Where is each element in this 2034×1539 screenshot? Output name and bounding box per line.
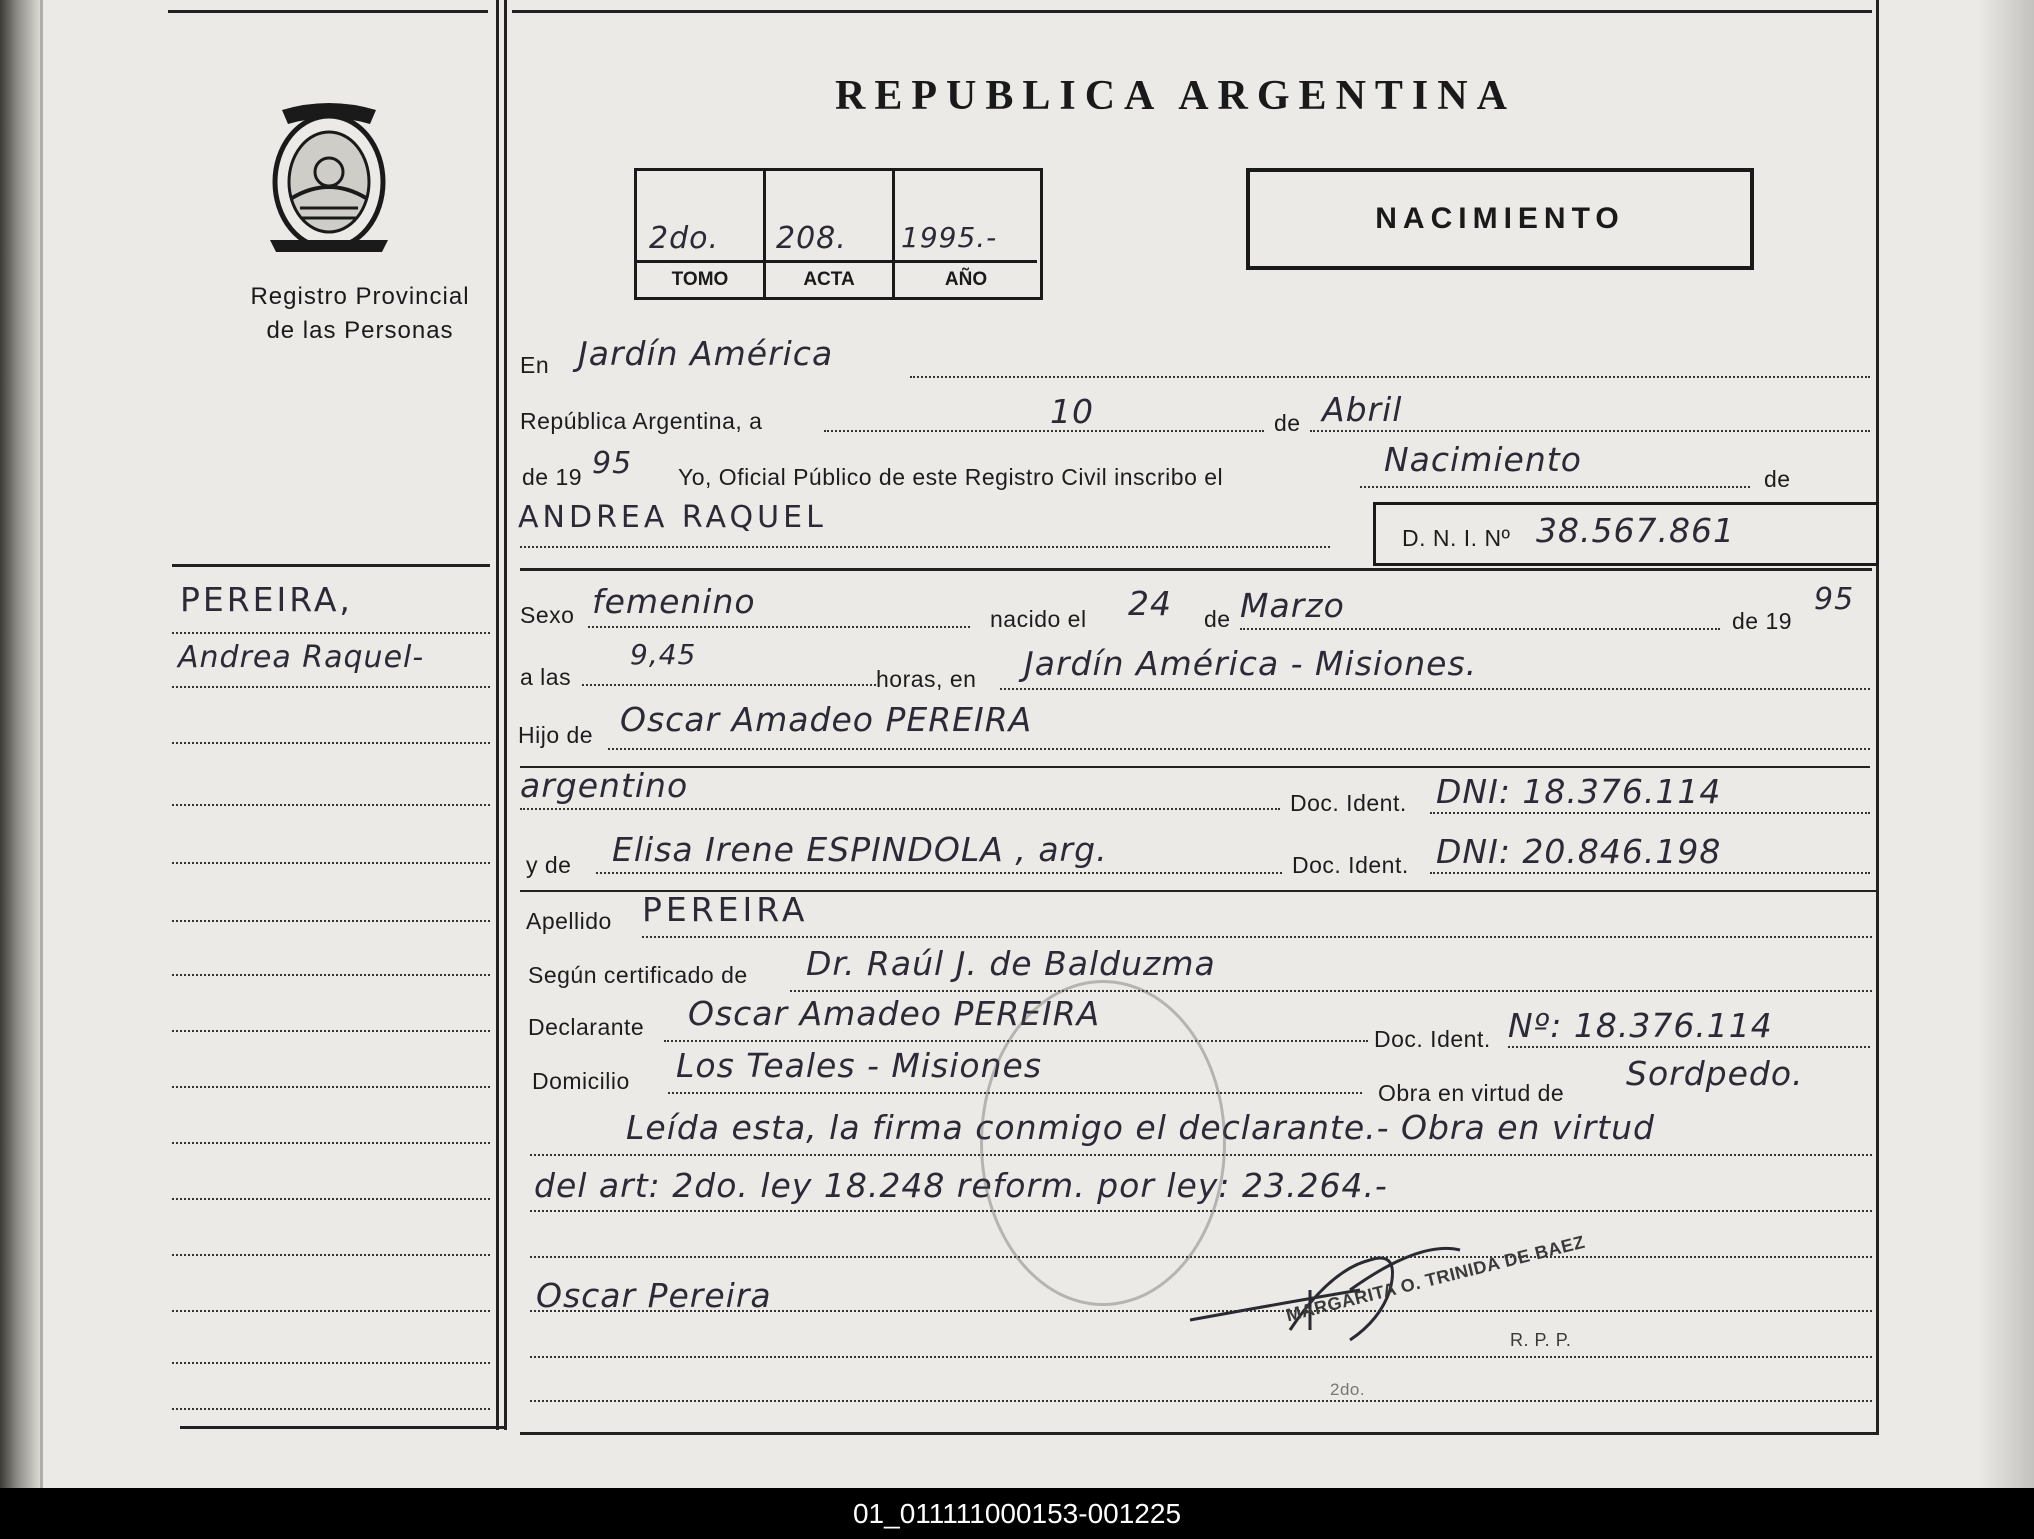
en-label: En bbox=[520, 352, 550, 378]
alas-label: a las bbox=[520, 664, 572, 690]
margin-dotted-line-11 bbox=[172, 1198, 490, 1200]
padre-docident-label: Doc. Ident. bbox=[1290, 790, 1407, 816]
hora-dotted-line bbox=[582, 684, 876, 686]
provincial-seal-icon bbox=[262, 102, 396, 254]
inscribo-label: Yo, Oficial Público de este Registro Civil inscribo el bbox=[678, 464, 1224, 490]
declarante-label: Declarante bbox=[528, 1014, 645, 1040]
declarante-doc-value: Nº: 18.376.114 bbox=[1508, 1006, 1773, 1045]
day-value: 10 bbox=[1050, 392, 1094, 431]
country-title: REPUBLICA ARGENTINA bbox=[835, 73, 1516, 119]
name-value: ANDREA RAQUEL bbox=[518, 500, 827, 535]
horas-en-label: horas, en bbox=[876, 666, 977, 692]
margin-dotted-line-4 bbox=[172, 804, 490, 806]
tomo-value: 2do. bbox=[649, 221, 720, 256]
hora-value: 9,45 bbox=[630, 638, 697, 671]
birth-month-dotted-line bbox=[1240, 628, 1720, 630]
en-dotted-line bbox=[910, 376, 1870, 378]
margin-given-name: Andrea Raquel- bbox=[178, 640, 425, 675]
anio-label: AÑO bbox=[895, 260, 1037, 297]
padre-value: Oscar Amadeo PEREIRA bbox=[620, 700, 1033, 739]
inscribo-value: Nacimiento bbox=[1384, 440, 1582, 479]
month-dotted-line bbox=[1310, 430, 1870, 432]
left-top-rule bbox=[168, 10, 488, 13]
registry-name bbox=[200, 280, 520, 348]
birth-day-value: 24 bbox=[1128, 584, 1172, 623]
official-stamp-rpp: R. P. P. bbox=[1510, 1330, 1572, 1350]
obra-label: Obra en virtud de bbox=[1378, 1080, 1565, 1106]
domicilio-value: Los Teales - Misiones bbox=[676, 1046, 1043, 1085]
padre-doc-value: DNI: 18.376.114 bbox=[1436, 772, 1722, 811]
margin-dotted-line-2 bbox=[172, 686, 490, 688]
madre-dotted-line bbox=[596, 872, 1282, 874]
apellido-label: Apellido bbox=[526, 908, 612, 934]
margin-dotted-line-13 bbox=[172, 1310, 490, 1312]
sexo-value: femenino bbox=[592, 582, 756, 621]
margin-dotted-line-14 bbox=[172, 1362, 490, 1364]
record-number-table bbox=[634, 168, 1043, 300]
certificado-value: Dr. Raúl J. de Balduzma bbox=[806, 944, 1216, 983]
left-margin-rule bbox=[172, 564, 490, 567]
page-edge-shadow bbox=[1977, 0, 2034, 1488]
margin-dotted-line-3 bbox=[172, 742, 490, 744]
certificado-dotted-line bbox=[790, 990, 1872, 992]
de19-label: de 19 bbox=[522, 464, 583, 490]
margin-dotted-line-15 bbox=[172, 1408, 490, 1410]
extra-line-2: del art: 2do. ley 18.248 reform. por ley: 23.264.- bbox=[534, 1166, 1388, 1205]
acta-cell bbox=[766, 171, 895, 297]
tomo-label: TOMO bbox=[637, 260, 763, 297]
extra-line-1: Leída esta, la firma conmigo el declarante.- Obra en virtud bbox=[626, 1108, 1655, 1147]
obra-value: Sordpedo. bbox=[1626, 1054, 1804, 1093]
margin-dotted-line-5 bbox=[172, 862, 490, 864]
birth-month-value: Marzo bbox=[1240, 586, 1345, 625]
anio-value: 1995.- bbox=[901, 221, 998, 254]
padre-dotted-line bbox=[608, 748, 1870, 750]
tomo-cell bbox=[637, 171, 766, 297]
right-bottom-rule bbox=[520, 1432, 1878, 1435]
certificado-label: Según certificado de bbox=[528, 962, 748, 988]
de19b-label: de 19 bbox=[1732, 608, 1793, 634]
acta-value: 208. bbox=[776, 221, 847, 256]
margin-dotted-line-7 bbox=[172, 974, 490, 976]
column-divider-outer bbox=[496, 0, 499, 1430]
lugar-dotted-line bbox=[1000, 688, 1870, 690]
sexo-dotted-line bbox=[588, 626, 970, 628]
madre-doc-dotted-line bbox=[1430, 872, 1870, 874]
margin-dotted-line-10 bbox=[172, 1142, 490, 1144]
republica-label: República Argentina, a bbox=[520, 408, 763, 434]
birth-year-value: 95 bbox=[1814, 582, 1855, 617]
declarante-docident-label: Doc. Ident. bbox=[1374, 1026, 1491, 1052]
right-top-rule bbox=[512, 10, 1872, 13]
padre-doc-dotted-line bbox=[1430, 812, 1870, 814]
dni-value: 38.567.861 bbox=[1536, 511, 1735, 550]
declarante-value: Oscar Amadeo PEREIRA bbox=[688, 994, 1101, 1033]
blank-dotted-line-2 bbox=[530, 1400, 1872, 1402]
day-dotted-line bbox=[824, 430, 1264, 432]
right-border bbox=[1876, 0, 1879, 1435]
padre-nac-value: argentino bbox=[520, 766, 689, 805]
inscribo-dotted-line bbox=[1360, 486, 1750, 488]
madre-value: Elisa Irene ESPINDOLA , arg. bbox=[612, 830, 1108, 869]
acta-label: ACTA bbox=[766, 260, 892, 297]
sexo-label: Sexo bbox=[520, 602, 575, 628]
de-label: de bbox=[1274, 410, 1301, 436]
firma-declarante: Oscar Pereira bbox=[536, 1276, 772, 1315]
padre-nac-dotted-line bbox=[520, 808, 1280, 810]
name-dotted-line bbox=[520, 546, 1330, 548]
dni-box bbox=[1373, 502, 1879, 566]
madre-docident-label: Doc. Ident. bbox=[1292, 852, 1409, 878]
lugar-value: Jardín América - Misiones. bbox=[1024, 644, 1478, 683]
year-value: 95 bbox=[592, 446, 633, 481]
registry-line-2: de las Personas bbox=[266, 317, 454, 344]
margin-dotted-line-9 bbox=[172, 1086, 490, 1088]
madre-doc-value: DNI: 20.846.198 bbox=[1436, 832, 1722, 871]
registry-line-1: Registro Provincial bbox=[250, 283, 470, 310]
apellido-dotted-line bbox=[642, 936, 1872, 938]
anio-cell bbox=[895, 171, 1037, 297]
record-type-box: NACIMIENTO bbox=[1246, 168, 1754, 270]
margin-dotted-line-1 bbox=[172, 632, 490, 634]
de2-label: de bbox=[1204, 606, 1231, 632]
column-divider-inner bbox=[504, 0, 507, 1430]
en-value: Jardín América bbox=[578, 334, 834, 373]
margin-surname: PEREIRA, bbox=[180, 580, 353, 619]
section-divider bbox=[520, 568, 1872, 571]
month-value: Abril bbox=[1322, 390, 1403, 429]
official-stamp-name: MARGARITA O. TRINIDA DE BAEZ bbox=[1284, 1231, 1588, 1326]
official-stamp-note: 2do. bbox=[1330, 1380, 1366, 1399]
declarante-doc-dotted-line bbox=[1508, 1046, 1870, 1048]
margin-dotted-line-8 bbox=[172, 1030, 490, 1032]
yde-label: y de bbox=[526, 852, 572, 878]
hijo-label: Hijo de bbox=[518, 722, 594, 748]
de-end-label: de bbox=[1764, 466, 1791, 492]
dni-label: D. N. I. Nº bbox=[1402, 525, 1511, 551]
padre-rule bbox=[520, 766, 1870, 768]
file-id-bar: 01_011111000153-001225 bbox=[0, 1488, 2034, 1539]
apellido-value: PEREIRA bbox=[642, 890, 809, 929]
left-bottom-rule bbox=[180, 1426, 506, 1429]
margin-dotted-line-6 bbox=[172, 920, 490, 922]
domicilio-label: Domicilio bbox=[532, 1068, 630, 1094]
nacido-label: nacido el bbox=[990, 606, 1087, 632]
margin-dotted-line-12 bbox=[172, 1254, 490, 1256]
